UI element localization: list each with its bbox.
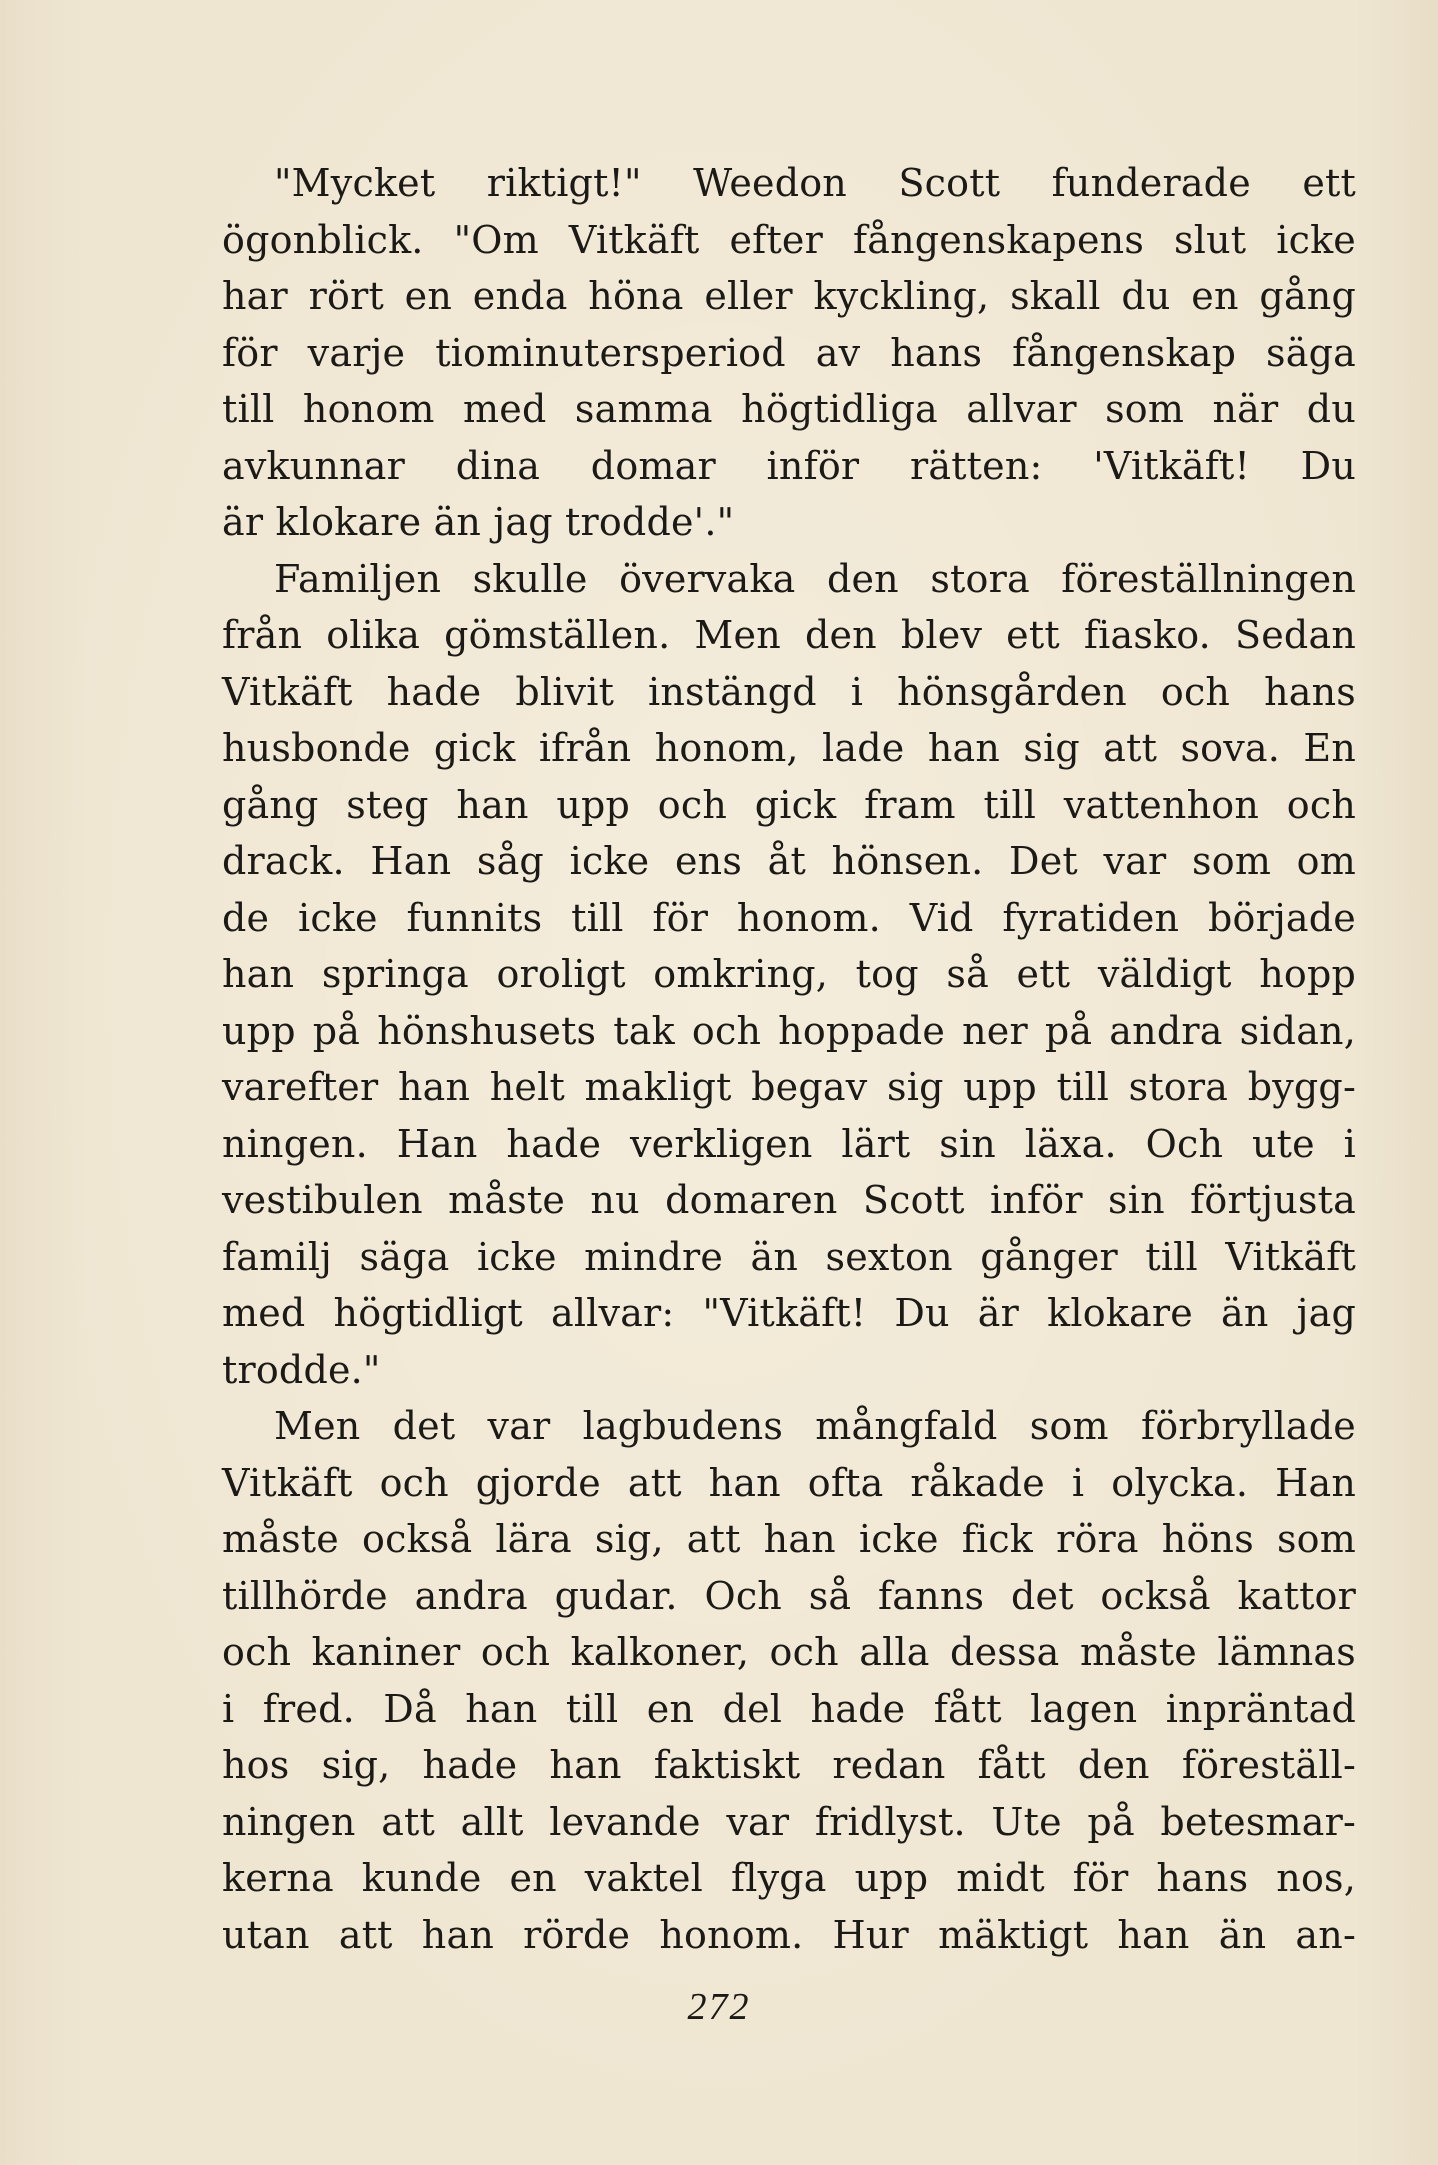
text-line: Men det var lagbudens mångfald som förbryllade [274,1404,1356,1448]
text-line: husbonde gick ifrån honom, lade han sig att sova. En [222,726,1356,770]
text-line: upp på hönshusets tak och hoppade ner på andra sidan, [222,1008,1356,1053]
text-line: har rört en enda höna eller kyckling, skall du en gång [222,274,1356,318]
text-line: från olika gömställen. Men den blev ett fiasko. Sedan [222,613,1356,657]
text-line: vestibulen måste nu domaren Scott inför sin förtjusta [222,1178,1356,1222]
text-line: hos sig, hade han faktiskt redan fått den föreställ- [222,1743,1356,1787]
text-line: "Mycket riktigt!" Weedon Scott funderade ett [274,161,1356,205]
page-number: 272 [687,1986,751,2028]
text-line: är klokare än jag trodde'." [222,500,735,544]
text-line: utan att han rörde honom. Hur mäktigt han än an- [222,1912,1356,1957]
text-line: Vitkäft och gjorde att han ofta råkade i olycka. Han [222,1460,1356,1505]
text-line: ningen. Han hade verkligen lärt sin läxa. Och ute i [222,1121,1356,1166]
text-line: och kaniner och kalkoner, och alla dessa måste lämnas [222,1630,1356,1674]
text-line: kerna kunde en vaktel flyga upp midt för hans nos, [222,1856,1356,1900]
text-line: måste också lära sig, att han icke fick röra höns som [222,1517,1356,1561]
text-line: drack. Han såg icke ens åt hönsen. Det var som om [222,839,1356,883]
text-line: avkunnar dina domar inför rätten: 'Vitkäft! Du [222,443,1356,488]
text-line: i fred. Då han till en del hade fått lagen inpräntad [222,1686,1356,1731]
text-line: de icke funnits till för honom. Vid fyratiden började [222,895,1356,940]
text-line: ningen att allt levande var fridlyst. Ute på betesmar- [222,1799,1356,1844]
text-line: Familjen skulle övervaka den stora föreställningen [274,556,1356,601]
text-line: gång steg han upp och gick fram till vattenhon och [222,782,1356,827]
text-line: med högtidligt allvar: "Vitkäft! Du är klokare än jag [222,1291,1356,1335]
text-line: för varje tiominutersperiod av hans fångenskap säga [222,330,1356,375]
body-text [222,155,1356,1963]
text-line: ögonblick. "Om Vitkäft efter fångenskapens slut icke [222,217,1356,262]
text-line: varefter han helt makligt begav sig upp till stora bygg- [222,1065,1356,1109]
text-line: han springa oroligt omkring, tog så ett väldigt hopp [222,952,1356,996]
text-line: familj säga icke mindre än sexton gånger till Vitkäft [222,1234,1356,1279]
text-line: trodde." [222,1347,381,1392]
text-line: till honom med samma högtidliga allvar som när du [222,387,1356,431]
text-line: Vitkäft hade blivit instängd i hönsgården och hans [222,669,1356,714]
text-line: tillhörde andra gudar. Och så fanns det också kattor [222,1573,1356,1618]
